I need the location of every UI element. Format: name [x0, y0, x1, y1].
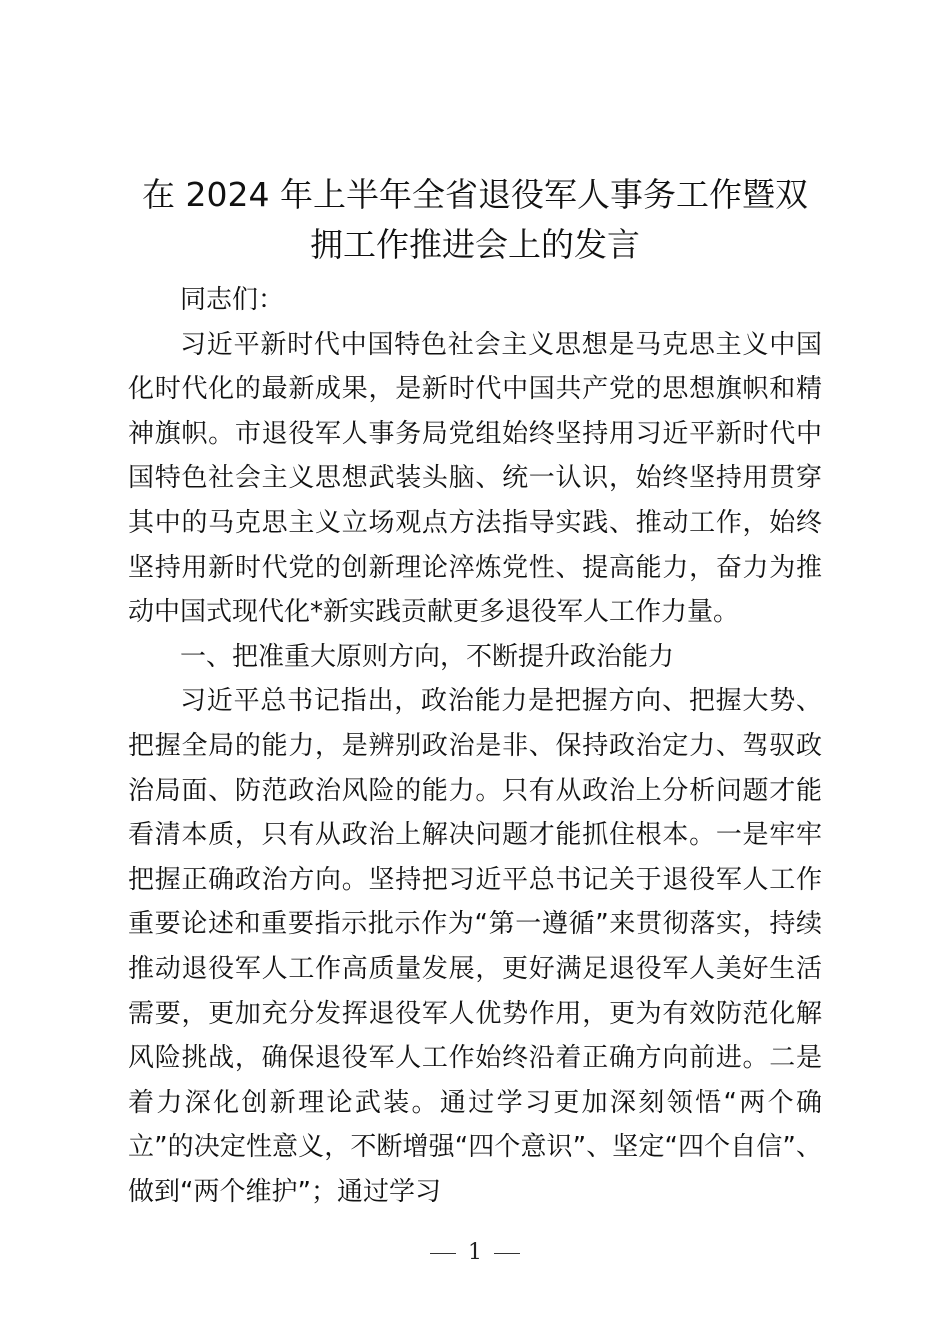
title-line-1: 在 2024 年上半年全省退役军人事务工作暨双 [142, 175, 808, 214]
salutation: 同志们： [180, 285, 285, 315]
paragraph-intro: 习近平新时代中国特色社会主义思想是马克思主义中国化时代化的最新成果，是新时代中国共产党的思想旗帜和精神旗帜。市退役军人事务局党组始终坚持用习近平新时代中国特色社会主义思想武装头脑、统一认识，始终坚持用贯穿其中的马克思主义立场观点方法指导实践、推动工作，始终坚持用新时代党的创新理论淬炼党性、提高能力，奋力为推动中国式现代化*新实践贡献更多退役军人工作力量。 [128, 329, 822, 628]
paragraph-section-1: 习近平总书记指出，政治能力是把握方向、把握大势、把握全局的能力，是辨别政治是非、保持政治定力、驾驭政治局面、防范政治风险的能力。只有从政治上分析问题才能看清本质，只有从政治上解决问题才能抓住根本。一是牢牢把握正确政治方向。坚持把习近平总书记关于退役军人工作重要论述和重要指示批示作为“第一遵循”来贯彻落实，持续推动退役军人工作高质量发展，更好满足退役军人美好生活需要，更加充分发挥退役军人优势作用，更为有效防范化解风险挑战，确保退役军人工作始终沿着正确方向前进。二是着力深化创新理论武装。通过学习更加深刻领悟“两个确立”的决定性意义，不断增强“四个意识”、坚定“四个自信”、做到“两个维护”；通过学习 [128, 686, 822, 1207]
section-heading-1: 一、把准重大原则方向，不断提升政治能力 [180, 641, 675, 672]
document-body [128, 278, 822, 1214]
footer-left-dash [430, 1253, 456, 1254]
page-footer [0, 1238, 950, 1268]
footer-right-dash [494, 1253, 520, 1254]
document-title [120, 170, 830, 270]
page-number: 1 [468, 1240, 482, 1265]
title-line-2: 拥工作推进会上的发言 [310, 225, 640, 264]
